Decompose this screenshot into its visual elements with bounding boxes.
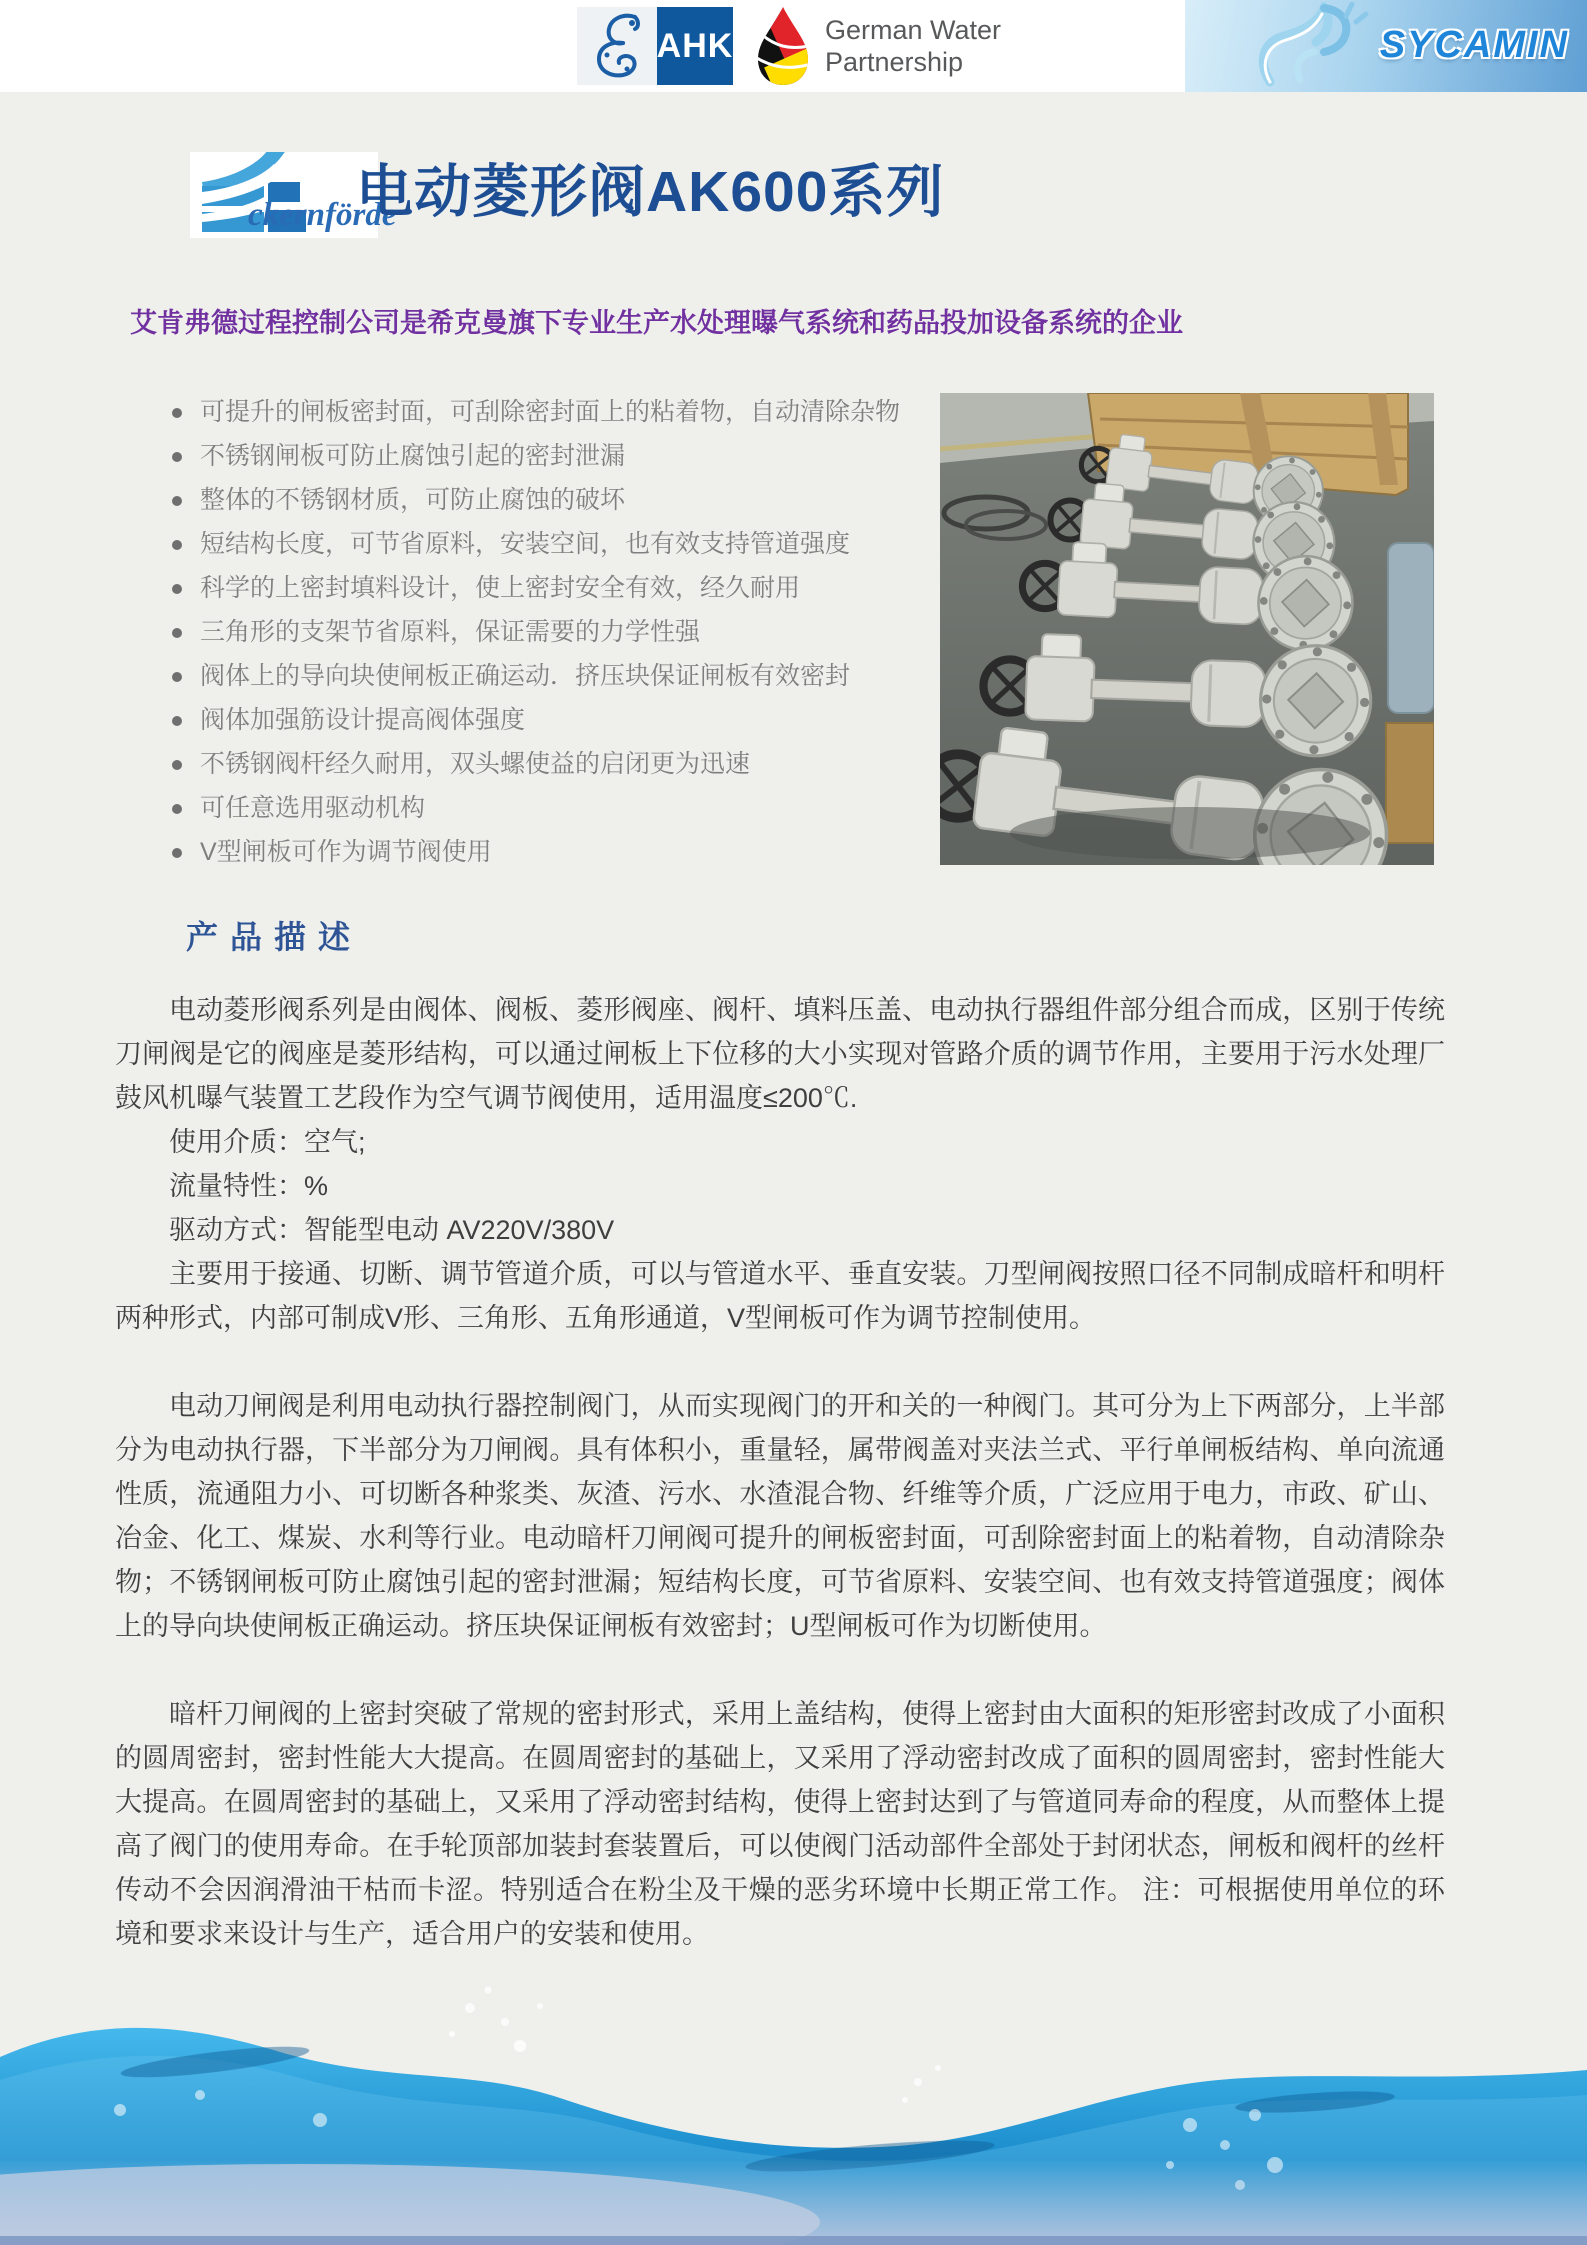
header-band xyxy=(0,0,1569,92)
feature-item: 不锈钢闸板可防止腐蚀引起的密封泄漏 xyxy=(168,434,928,478)
description-paragraph-1: 电动菱形阀系列是由阀体、阀板、菱形阀座、阀杆、填料压盖、电动执行器组件部分组合而成，区别于传统刀闸阀是它的阀座是菱形结构，可以通过闸板上下位移的大小实现对管路介质的调节作用，主要用于污水处理厂鼓风机曝气装置工艺段作为空气调节阀使用，适用温度≤200℃. xyxy=(115,995,1445,1113)
company-tagline: 艾肯弗德过程控制公司是希克曼旗下专业生产水处理曝气系统和药品投加设备系统的企业 xyxy=(130,308,1183,338)
feature-item: 可任意选用驱动机构 xyxy=(168,786,928,830)
feature-item: 短结构长度，可节省原料，安装空间，也有效支持管道强度 xyxy=(168,522,928,566)
feature-item: 阀体加强筋设计提高阀体强度 xyxy=(168,698,928,742)
feature-item: 不锈钢阀杆经久耐用，双头螺使益的启闭更为迅速 xyxy=(168,742,928,786)
product-photo xyxy=(940,393,1434,865)
eckernfoerde-logo xyxy=(190,152,397,238)
feature-item: 阀体上的导向块使闸板正确运动．挤压块保证闸板有效密封 xyxy=(168,654,928,698)
description-paragraph-4: 暗杆刀闸阀的上密封突破了常规的密封形式，采用上盖结构，使得上密封由大面积的矩形密封改成了小面积的圆周密封，密封性能大大提高。在圆周密封的基础上，又采用了浮动密封改成了面积的圆周密封，密封性能大大提高。在圆周密封的基础上，又采用了浮动密封结构，使得上密封达到了与管道同寿命的程度，从而整体上提高了阀门的使用寿命。在手轮顶部加装封套装置后，可以使阀门活动部件全部处于封闭状态，闸板和阀杆的丝杆传动不会因润滑油干枯而卡涩。特别适合在粉尘及干燥的恶劣环境中长期正常工作。 注：可根据使用单位的环境和要求来设计与生产，适合用户的安装和使用。 xyxy=(115,1699,1445,1949)
spec-line: 使用介质：空气; xyxy=(169,1127,366,1157)
ahk-logo xyxy=(577,7,733,85)
feature-item: 可提升的闸板密封面，可刮除密封面上的粘着物，自动清除杂物 xyxy=(168,390,928,434)
gwp-drop-icon xyxy=(755,6,811,86)
brand-wordmark: ckernförde xyxy=(248,197,397,233)
feature-item: V型闸板可作为调节阀使用 xyxy=(168,830,928,874)
spec-line: 驱动方式：智能型电动 AV220V/380V xyxy=(169,1215,615,1245)
ahk-wordmark: AHK xyxy=(657,7,733,85)
description-block xyxy=(115,988,1445,1956)
water-wave-footer xyxy=(0,1950,1587,2245)
page-title: 电动菱形阀AK600系列 xyxy=(356,160,945,224)
ahk-dragon-icon xyxy=(577,7,657,85)
spec-line: 流量特性：% xyxy=(169,1171,329,1201)
feature-list xyxy=(168,390,928,874)
spec-list xyxy=(115,1120,1445,1252)
sycamin-wordmark: SYCAMIN xyxy=(1379,24,1569,66)
feature-item: 整体的不锈钢材质，可防止腐蚀的破坏 xyxy=(168,478,928,522)
gwp-text: German Water Partnership xyxy=(825,15,1002,77)
sycamin-banner xyxy=(1185,0,1587,92)
description-paragraph-3: 电动刀闸阀是利用电动执行器控制阀门，从而实现阀门的开和关的一种阀门。其可分为上下两部分，上半部分为电动执行器，下半部分为刀闸阀。具有体积小，重量轻，属带阀盖对夹法兰式、平行单闸板结构、单向流通性质，流通阻力小、可切断各种浆类、灰渣、污水、水渣混合物、纤维等介质，广泛应用于电力，市政、矿山、冶金、化工、煤炭、水利等行业。电动暗杆刀闸阀可提升的闸板密封面，可刮除密封面上的粘着物，自动清除杂物；不锈钢闸板可防止腐蚀引起的密封泄漏；短结构长度，可节省原料、安装空间、也有效支持管道强度；阀体上的导向块使闸板正确运动。挤压块保证闸板有效密封；U型闸板可作为切断使用。 xyxy=(115,1391,1445,1641)
german-water-partnership-logo xyxy=(755,6,1001,86)
feature-item: 三角形的支架节省原料，保证需要的力学性强 xyxy=(168,610,928,654)
section-heading: 产品描述 xyxy=(186,919,363,955)
feature-item: 科学的上密封填料设计，使上密封安全有效，经久耐用 xyxy=(168,566,928,610)
description-paragraph-2: 主要用于接通、切断、调节管道介质，可以与管道水平、垂直安装。刀型闸阀按照口径不同制成暗杆和明杆两种形式，内部可制成V形、三角形、五角形通道，V型闸板可作为调节控制使用。 xyxy=(115,1259,1445,1333)
